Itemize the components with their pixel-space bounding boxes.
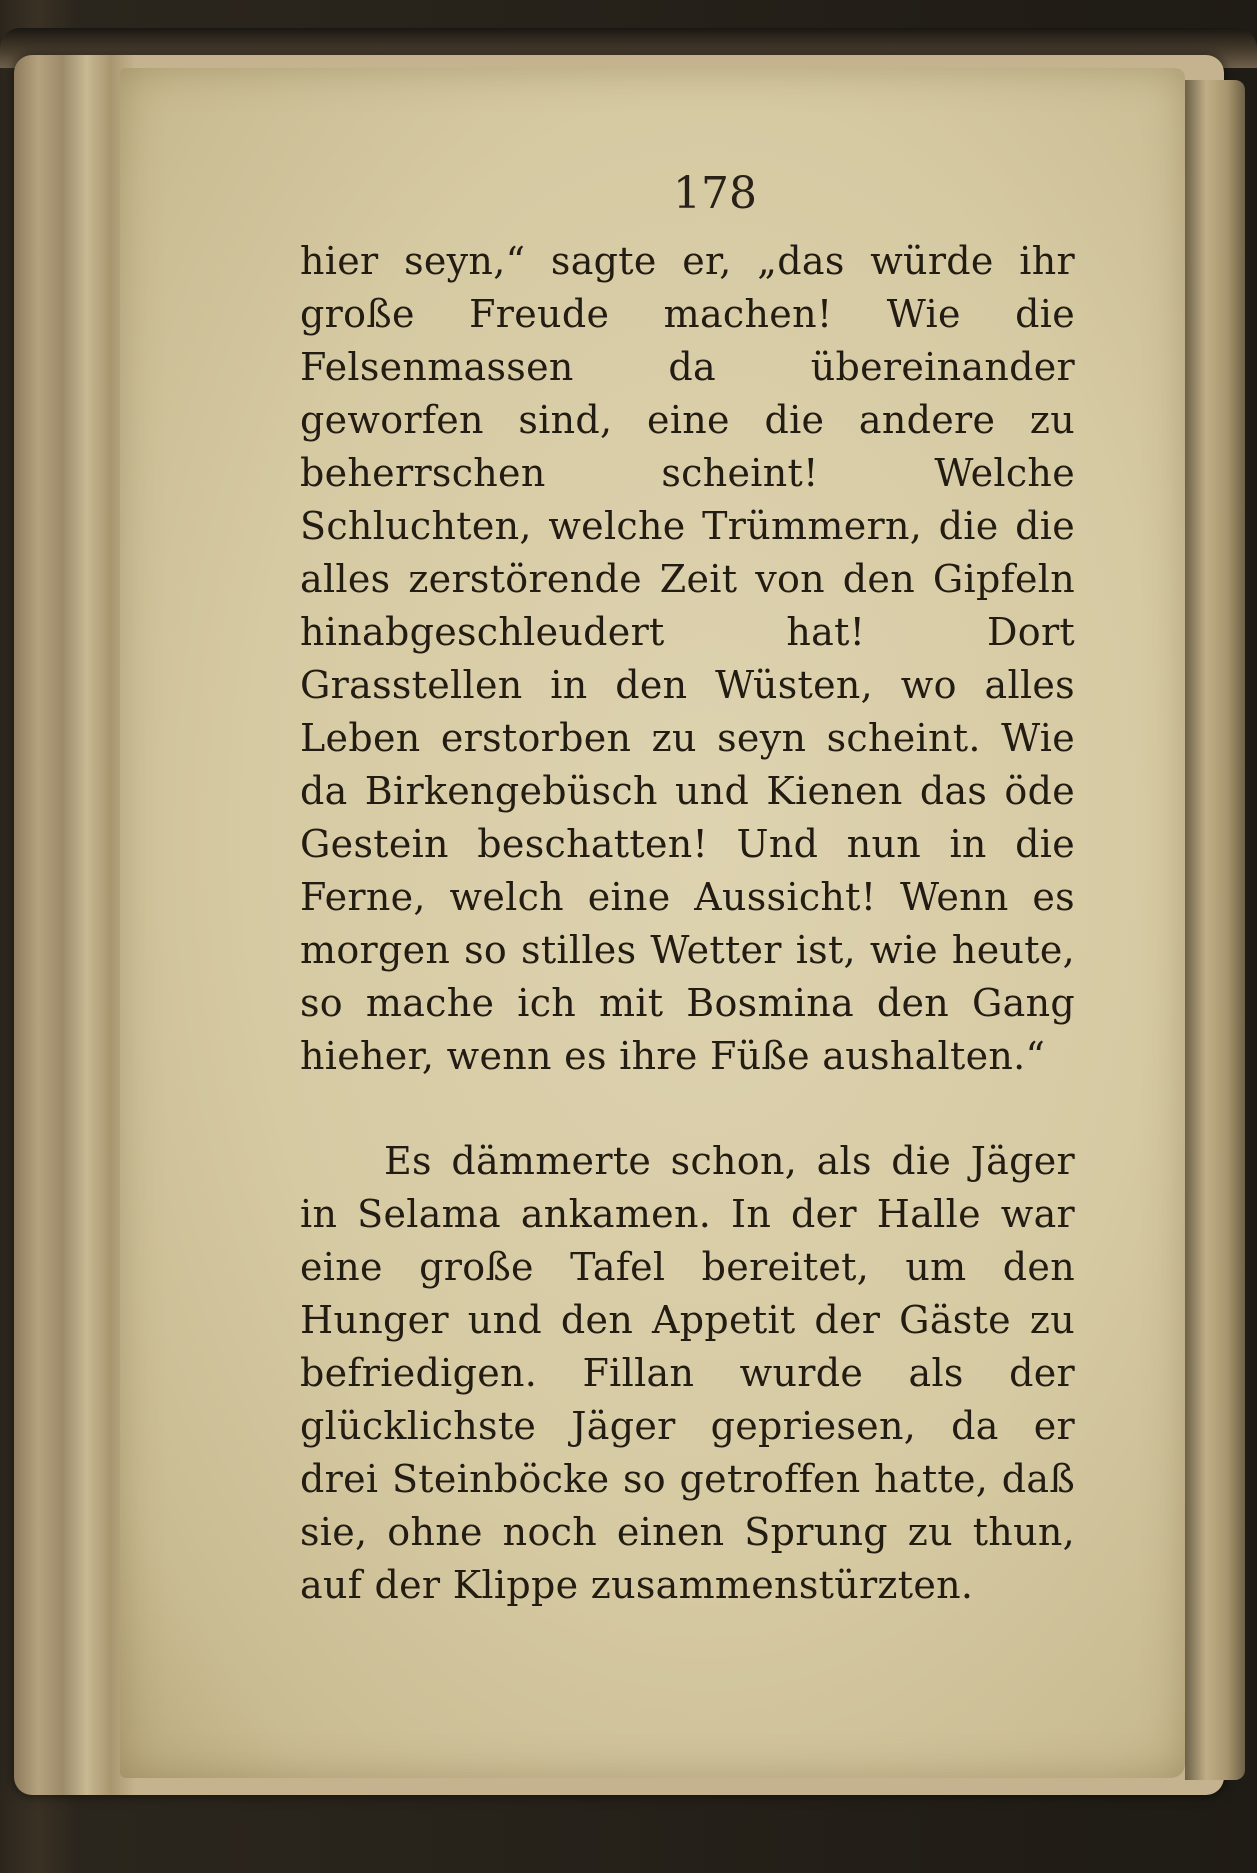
facing-page-edge — [1185, 80, 1245, 1780]
paragraph-2: Es dämmerte schon, als die Jäger in Selama ankamen. In der Halle war eine große Tafel bereitet, um den Hunger und den Appetit der Gäste zu befriedigen. Fillan wurde als der glücklichste Jäger gepriesen, da er drei Steinböcke so getroffen hatte, daß sie, ohne noch einen Sprung zu thun, auf der Klippe zusammenstürzten. — [300, 1139, 1075, 1607]
page-number: 178 — [673, 168, 757, 219]
page-text — [300, 235, 1075, 1612]
paragraph-1: hier seyn,“ sagte er, „das würde ihr große Freude machen! Wie die Felsenmassen da übereinander geworfen sind, eine die andere zu beherrschen scheint! Welche Schluchten, welche Trümmern, die die alles zerstörende Zeit von den Gipfeln hinabgeschleudert hat! Dort Grasstellen in den Wüsten, wo alles Leben erstorben zu seyn scheint. Wie da Birkengebüsch und Kienen das öde Gestein beschatten! Und nun in die Ferne, welch eine Aussicht! Wenn es morgen so stilles Wetter ist, wie heute, so mache ich mit Bosmina den Gang hieher, wenn es ihre Füße aushalten.“ — [300, 239, 1075, 1078]
